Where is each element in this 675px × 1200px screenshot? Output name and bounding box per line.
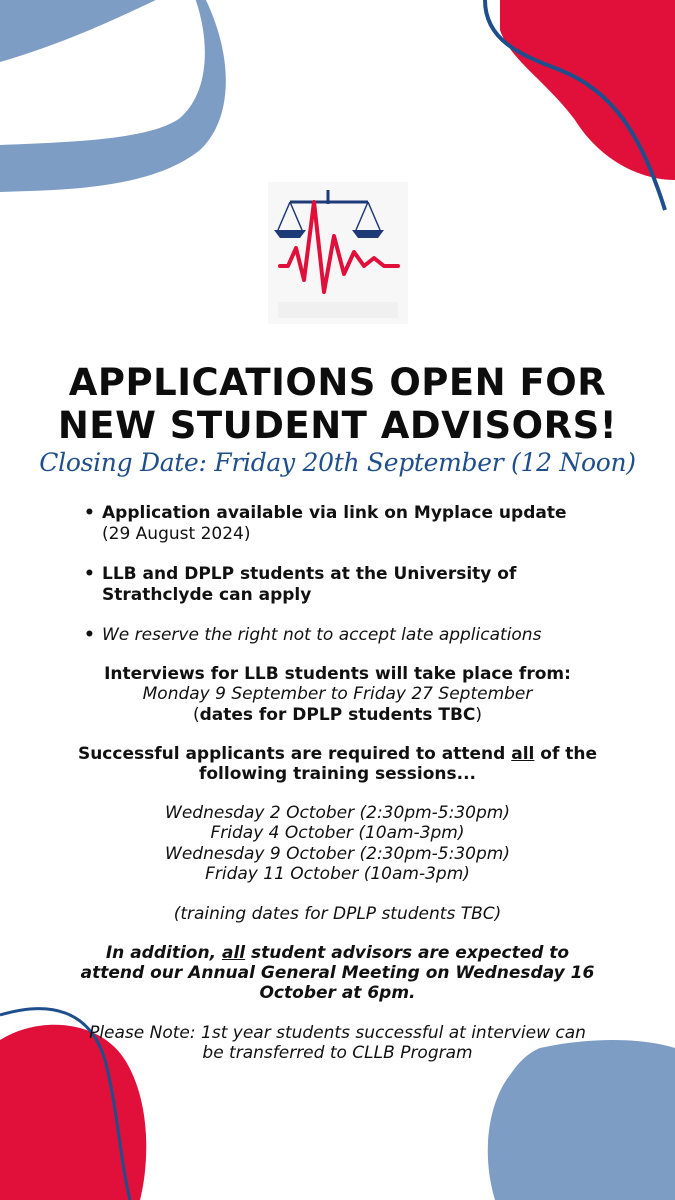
agm-pre: In addition, <box>105 943 222 963</box>
agm-line-2: attend our Annual General Meeting on Wednesday 16 <box>80 963 595 983</box>
paren-open: ( <box>192 705 200 725</box>
top-left-blue-swoosh <box>0 0 226 192</box>
agm-line1-rest: student advisors are expected to <box>245 943 570 963</box>
scales-heartbeat-logo <box>268 182 408 324</box>
bullet-item-late <box>84 625 644 646</box>
training-intro-underlined: all <box>511 744 535 764</box>
interviews-dates: Monday 9 September to Friday 27 September <box>142 684 533 704</box>
interviews-heading: Interviews for LLB students will take place from: <box>104 664 571 684</box>
bullet-dot-icon: • <box>84 625 95 645</box>
training-session: Friday 11 October (10am-3pm) <box>205 864 470 884</box>
closing-date: Closing Date: Friday 20th September (12 Noon) <box>39 448 636 477</box>
headline-line-1: APPLICATIONS OPEN FOR <box>68 361 607 404</box>
dplp-tbc-bold: dates for DPLP students TBC <box>199 705 476 725</box>
bullet-item-eligibility <box>84 564 644 606</box>
training-intro-a: Successful applicants are required to attend <box>77 744 512 764</box>
bullet-application-bold: Application available via link on Myplace update <box>102 503 567 523</box>
top-right-red-blob <box>500 0 675 180</box>
training-intro <box>0 744 675 765</box>
training-session: Friday 4 October (10am-3pm) <box>210 823 465 843</box>
training-session: Wednesday 2 October (2:30pm-5:30pm) <box>165 803 510 823</box>
training-intro-line-2: following training sessions... <box>198 764 477 784</box>
agm-line-3: October at 6pm. <box>259 983 416 1003</box>
agm-line-1 <box>0 943 675 964</box>
bullet-dot-icon: • <box>84 564 95 584</box>
note-line-2: be transferred to CLLB Program <box>202 1043 473 1063</box>
bullet-application-date: (29 August 2024) <box>102 524 251 544</box>
interviews-dplp-note <box>0 705 675 726</box>
agm-underlined: all <box>221 943 246 963</box>
paren-close: ) <box>475 705 483 725</box>
bullet-list <box>84 503 644 665</box>
training-session: Wednesday 9 October (2:30pm-5:30pm) <box>165 844 510 864</box>
note-line-1: Please Note: 1st year students successful at interview can <box>89 1023 586 1043</box>
headline-line-2: NEW STUDENT ADVISORS! <box>57 404 618 447</box>
bottom-right-blue-blob <box>488 1040 675 1200</box>
bullet-item-application <box>84 503 644 545</box>
training-intro-b: of the <box>534 744 598 764</box>
bullet-dot-icon: • <box>84 503 95 523</box>
bullet-eligibility-bold: LLB and DPLP students at the University of Strathclyde can apply <box>102 564 517 605</box>
bullet-late-italic: We reserve the right not to accept late applications <box>102 625 542 645</box>
training-dplp-note: (training dates for DPLP students TBC) <box>173 904 502 924</box>
